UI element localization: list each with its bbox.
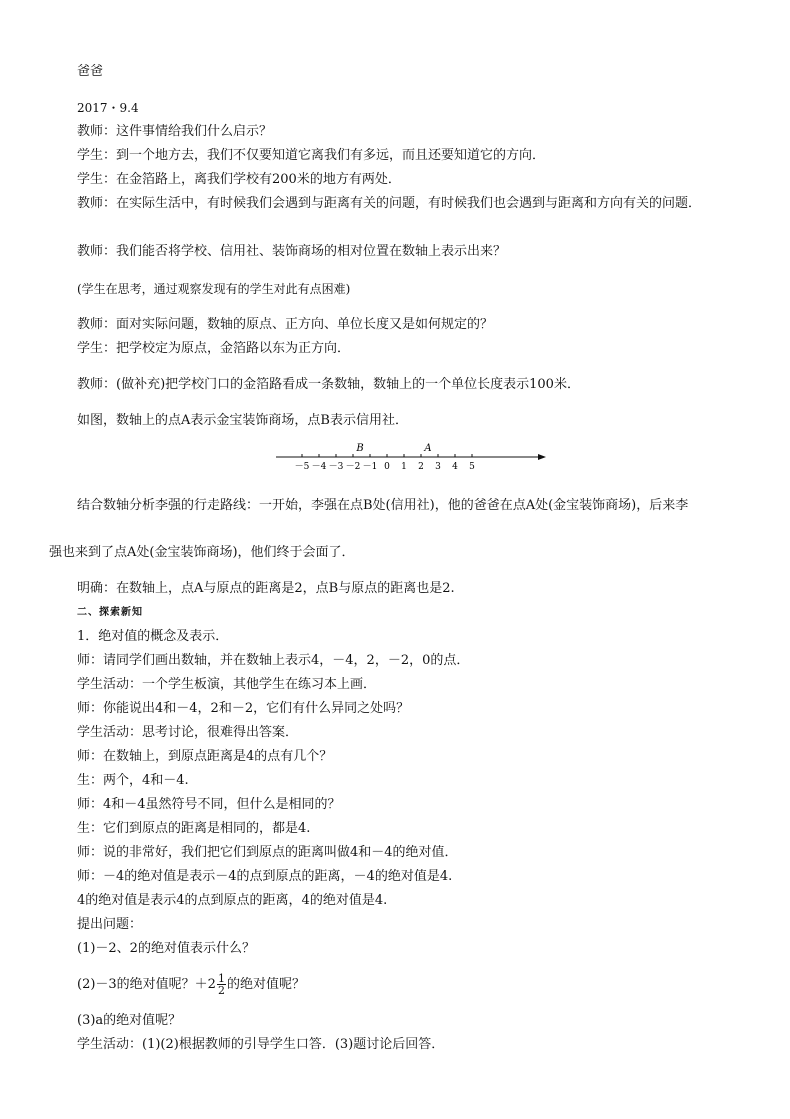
text-line: 师：－4的绝对值是表示－4的点到原点的距离，－4的绝对值是4.: [77, 869, 453, 884]
text-line: 生：两个，4和－4.: [77, 773, 189, 788]
text-line: 教师：这件事情给我们什么启示？: [77, 124, 273, 139]
text-line: 学生：把学校定为原点，金箔路以东为正方向．: [77, 341, 351, 356]
point-a-label: A: [424, 443, 432, 454]
number-line-tick-label: 4: [452, 462, 458, 472]
text-line: 教师：(做补充)把学校门口的金箔路看成一条数轴，数轴上的一个单位长度表示100米．: [77, 377, 580, 392]
text-line: 如图，数轴上的点A表示金宝装饰商场，点B表示信用社．: [77, 413, 408, 428]
text-line: 教师：我们能否将学校、信用社、装饰商场的相对位置在数轴上表示出来？: [77, 244, 507, 259]
number-line-tick-label: －3: [328, 462, 344, 472]
date-line: 2017・9.4: [77, 101, 139, 115]
question-text-end: 的绝对值呢？: [226, 977, 305, 992]
number-line-tick-label: 3: [435, 462, 441, 472]
text-line: (1)－2、2的绝对值表示什么？: [77, 941, 255, 956]
text-line: 师：你能说出4和－4，2和－2，它们有什么异同之处吗？: [77, 701, 410, 716]
question-text-start: (2)－3的绝对值呢？＋2: [77, 977, 216, 992]
section-heading: 二、探索新知: [77, 607, 143, 618]
text-line: 师：请同学们画出数轴，并在数轴上表示4，－4，2，－2，0的点．: [77, 653, 470, 668]
text-line: 师：在数轴上，到原点距离是4的点有几个？: [77, 749, 333, 764]
text-line: 生：它们到原点的距离是相同的，都是4.: [77, 821, 311, 836]
text-line: 学生活动：一个学生板演，其他学生在练习本上画．: [77, 677, 377, 692]
fraction-denominator: 2: [217, 984, 225, 997]
point-b-label: B: [356, 443, 364, 454]
number-line-tick-label: －4: [311, 462, 327, 472]
text-line: 强也来到了点A处(金宝装饰商场)，他们终于会面了．: [49, 545, 355, 560]
text-paragraph: 教师：在实际生活中，有时候我们会遇到与距离有关的问题，有时候我们也会遇到与距离和方向有关的问题．: [77, 196, 702, 211]
number-line-tick-label: 2: [418, 462, 424, 472]
fraction-one-half: [217, 973, 226, 996]
number-line-tick-label: －2: [345, 462, 361, 472]
text-line: 结合数轴分析李强的行走路线：一开始，李强在点B处(信用社)，他的爸爸在点A处(金宝装饰商场)，后来李: [77, 498, 689, 513]
number-line-tick-label: －5: [294, 462, 310, 472]
text-line: 4的绝对值是表示4的点到原点的距离，4的绝对值是4.: [77, 893, 388, 908]
fraction-numerator: 1: [217, 972, 225, 985]
text-line: 学生：到一个地方去，我们不仅要知道它离我们有多远，而且还要知道它的方向．: [77, 148, 546, 163]
text-line: 1．绝对值的概念及表示．: [77, 629, 229, 644]
text-line: 师：4和－4虽然符号不同，但什么是相同的？: [77, 797, 341, 812]
arrow-icon: [538, 454, 546, 460]
text-line: 明确：在数轴上，点A与原点的距离是2，点B与原点的距离也是2.: [77, 581, 455, 596]
number-line-tick-label: 1: [401, 462, 407, 472]
number-line-figure: [270, 440, 550, 474]
number-line-tick-label: －1: [362, 462, 378, 472]
fraction-question-line: [77, 970, 305, 1000]
text-line: 学生：在金箔路上，离我们学校有200米的地方有两处．: [77, 172, 401, 187]
text-line: 爸爸: [77, 64, 104, 79]
number-line-tick-label: 5: [469, 462, 475, 472]
text-line: 师：说的非常好，我们把它们到原点的距离叫做4和－4的绝对值．: [77, 845, 458, 860]
text-line: (学生在思考，通过观察发现有的学生对此有点困难): [77, 282, 351, 296]
text-line: 学生活动：思考讨论，很难得出答案．: [77, 725, 299, 740]
text-line: 学生活动：(1)(2)根据教师的引导学生口答．(3)题讨论后回答．: [77, 1037, 445, 1052]
text-line: (3)a的绝对值呢？: [77, 1013, 182, 1028]
text-line: 教师：面对实际问题，数轴的原点、正方向、单位长度又是如何规定的？: [77, 317, 494, 332]
number-line-tick-label: 0: [384, 462, 390, 472]
text-line: 提出问题：: [77, 917, 143, 932]
